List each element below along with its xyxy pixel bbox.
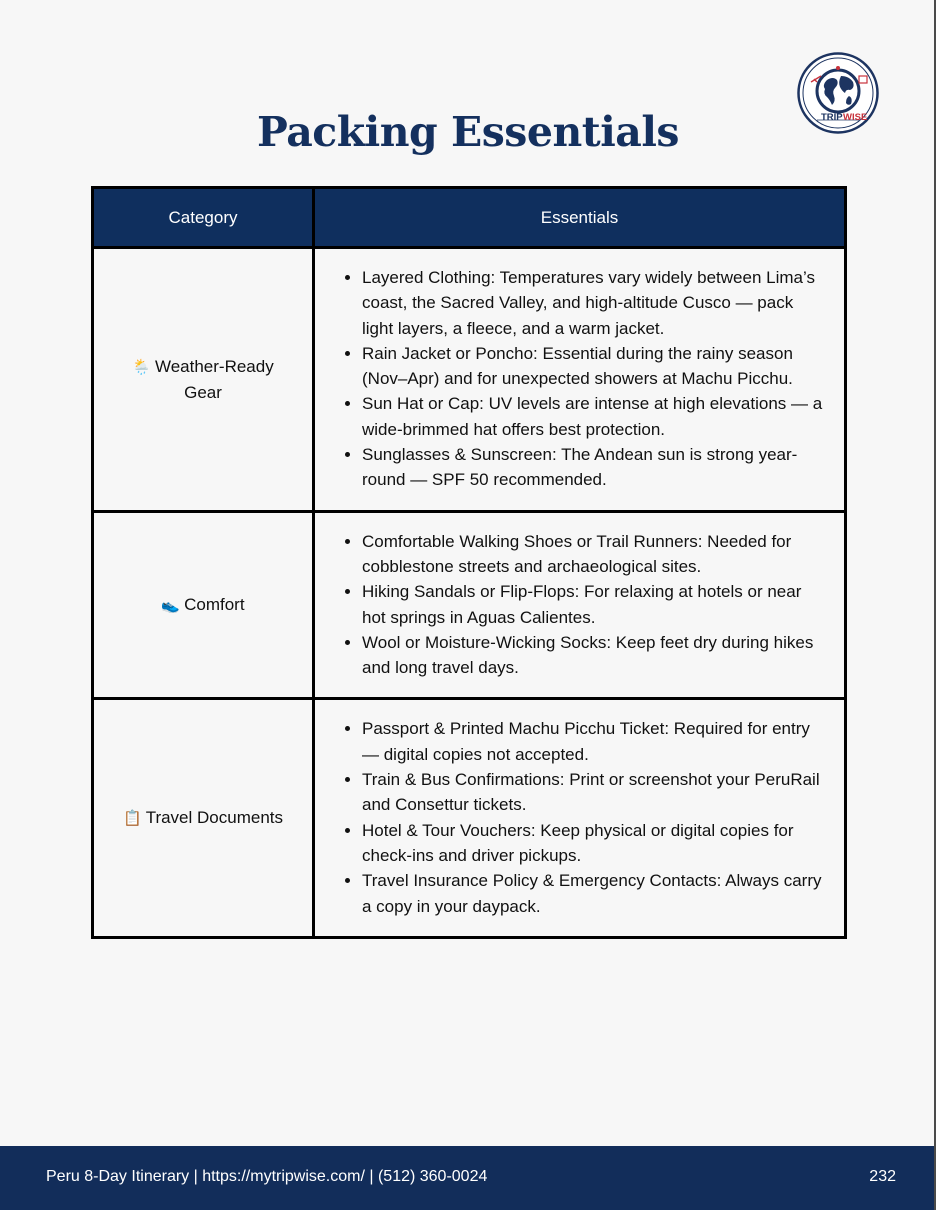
- column-header-essentials: Essentials: [314, 188, 846, 248]
- list-item: • Layered Clothing: Temperatures vary widely between Lima’s coast, the Sacred Valley, and high-altitude Cusco — pack light layers, a fleece, and a warm jacket.: [362, 265, 829, 341]
- table-row-travel-documents: [93, 699, 846, 937]
- essentials-list: [316, 514, 843, 697]
- table-row-comfort: [93, 511, 846, 699]
- list-item: • Train & Bus Confirmations: Print or screenshot your PeruRail and Consettur tickets.: [362, 767, 829, 818]
- list-item: • Rain Jacket or Poncho: Essential during the rainy season (Nov–Apr) and for unexpected showers at Machu Picchu.: [362, 341, 829, 392]
- table-header-row: [93, 188, 846, 248]
- list-item: • Sunglasses & Sunscreen: The Andean sun is strong year-round — SPF 50 recommended.: [362, 442, 829, 493]
- essentials-cell: [314, 511, 846, 699]
- page-title: Packing Essentials: [256, 108, 680, 156]
- packing-table: [91, 186, 847, 939]
- category-cell: [93, 511, 314, 699]
- page-footer: [0, 1146, 934, 1210]
- list-item: • Hiking Sandals or Flip-Flops: For relaxing at hotels or near hot springs in Aguas Calientes.: [362, 579, 829, 630]
- list-item: • Comfortable Walking Shoes or Trail Runners: Needed for cobblestone streets and archaeological sites.: [362, 529, 829, 580]
- category-cell: [93, 699, 314, 937]
- essentials-list: [316, 701, 843, 934]
- footer-text: Peru 8-Day Itinerary | https://mytripwise.com/ | (512) 360-0024: [46, 1168, 488, 1185]
- list-item: • Travel Insurance Policy & Emergency Contacts: Always carry a copy in your daypack.: [362, 868, 829, 919]
- list-item: • Sun Hat or Cap: UV levels are intense at high elevations — a wide-brimmed hat offers best protection.: [362, 391, 829, 442]
- column-header-category: Category: [93, 188, 314, 248]
- svg-text:TRIP: TRIP: [821, 112, 843, 123]
- category-label: Comfort: [184, 595, 245, 615]
- list-item: • Wool or Moisture-Wicking Socks: Keep feet dry during hikes and long travel days.: [362, 630, 829, 681]
- page-number: 232: [869, 1168, 896, 1185]
- list-item: • Passport & Printed Machu Picchu Ticket: Required for entry — digital copies not accepted.: [362, 716, 829, 767]
- sun-behind-rain-cloud-icon: 🌦️: [132, 358, 151, 376]
- clipboard-icon: 📋: [123, 810, 142, 828]
- essentials-cell: [314, 248, 846, 512]
- category-label: Weather-Ready Gear: [154, 356, 274, 402]
- table-row-weather-ready-gear: [93, 248, 846, 512]
- essentials-cell: [314, 699, 846, 937]
- svg-text:WISE: WISE: [843, 112, 868, 123]
- running-shoe-icon: 👟: [161, 597, 181, 615]
- category-cell: [93, 248, 314, 512]
- list-item: • Hotel & Tour Vouchers: Keep physical or digital copies for check-ins and driver pickups.: [362, 818, 829, 869]
- essentials-list: [316, 250, 843, 509]
- category-label: Travel Documents: [145, 808, 283, 828]
